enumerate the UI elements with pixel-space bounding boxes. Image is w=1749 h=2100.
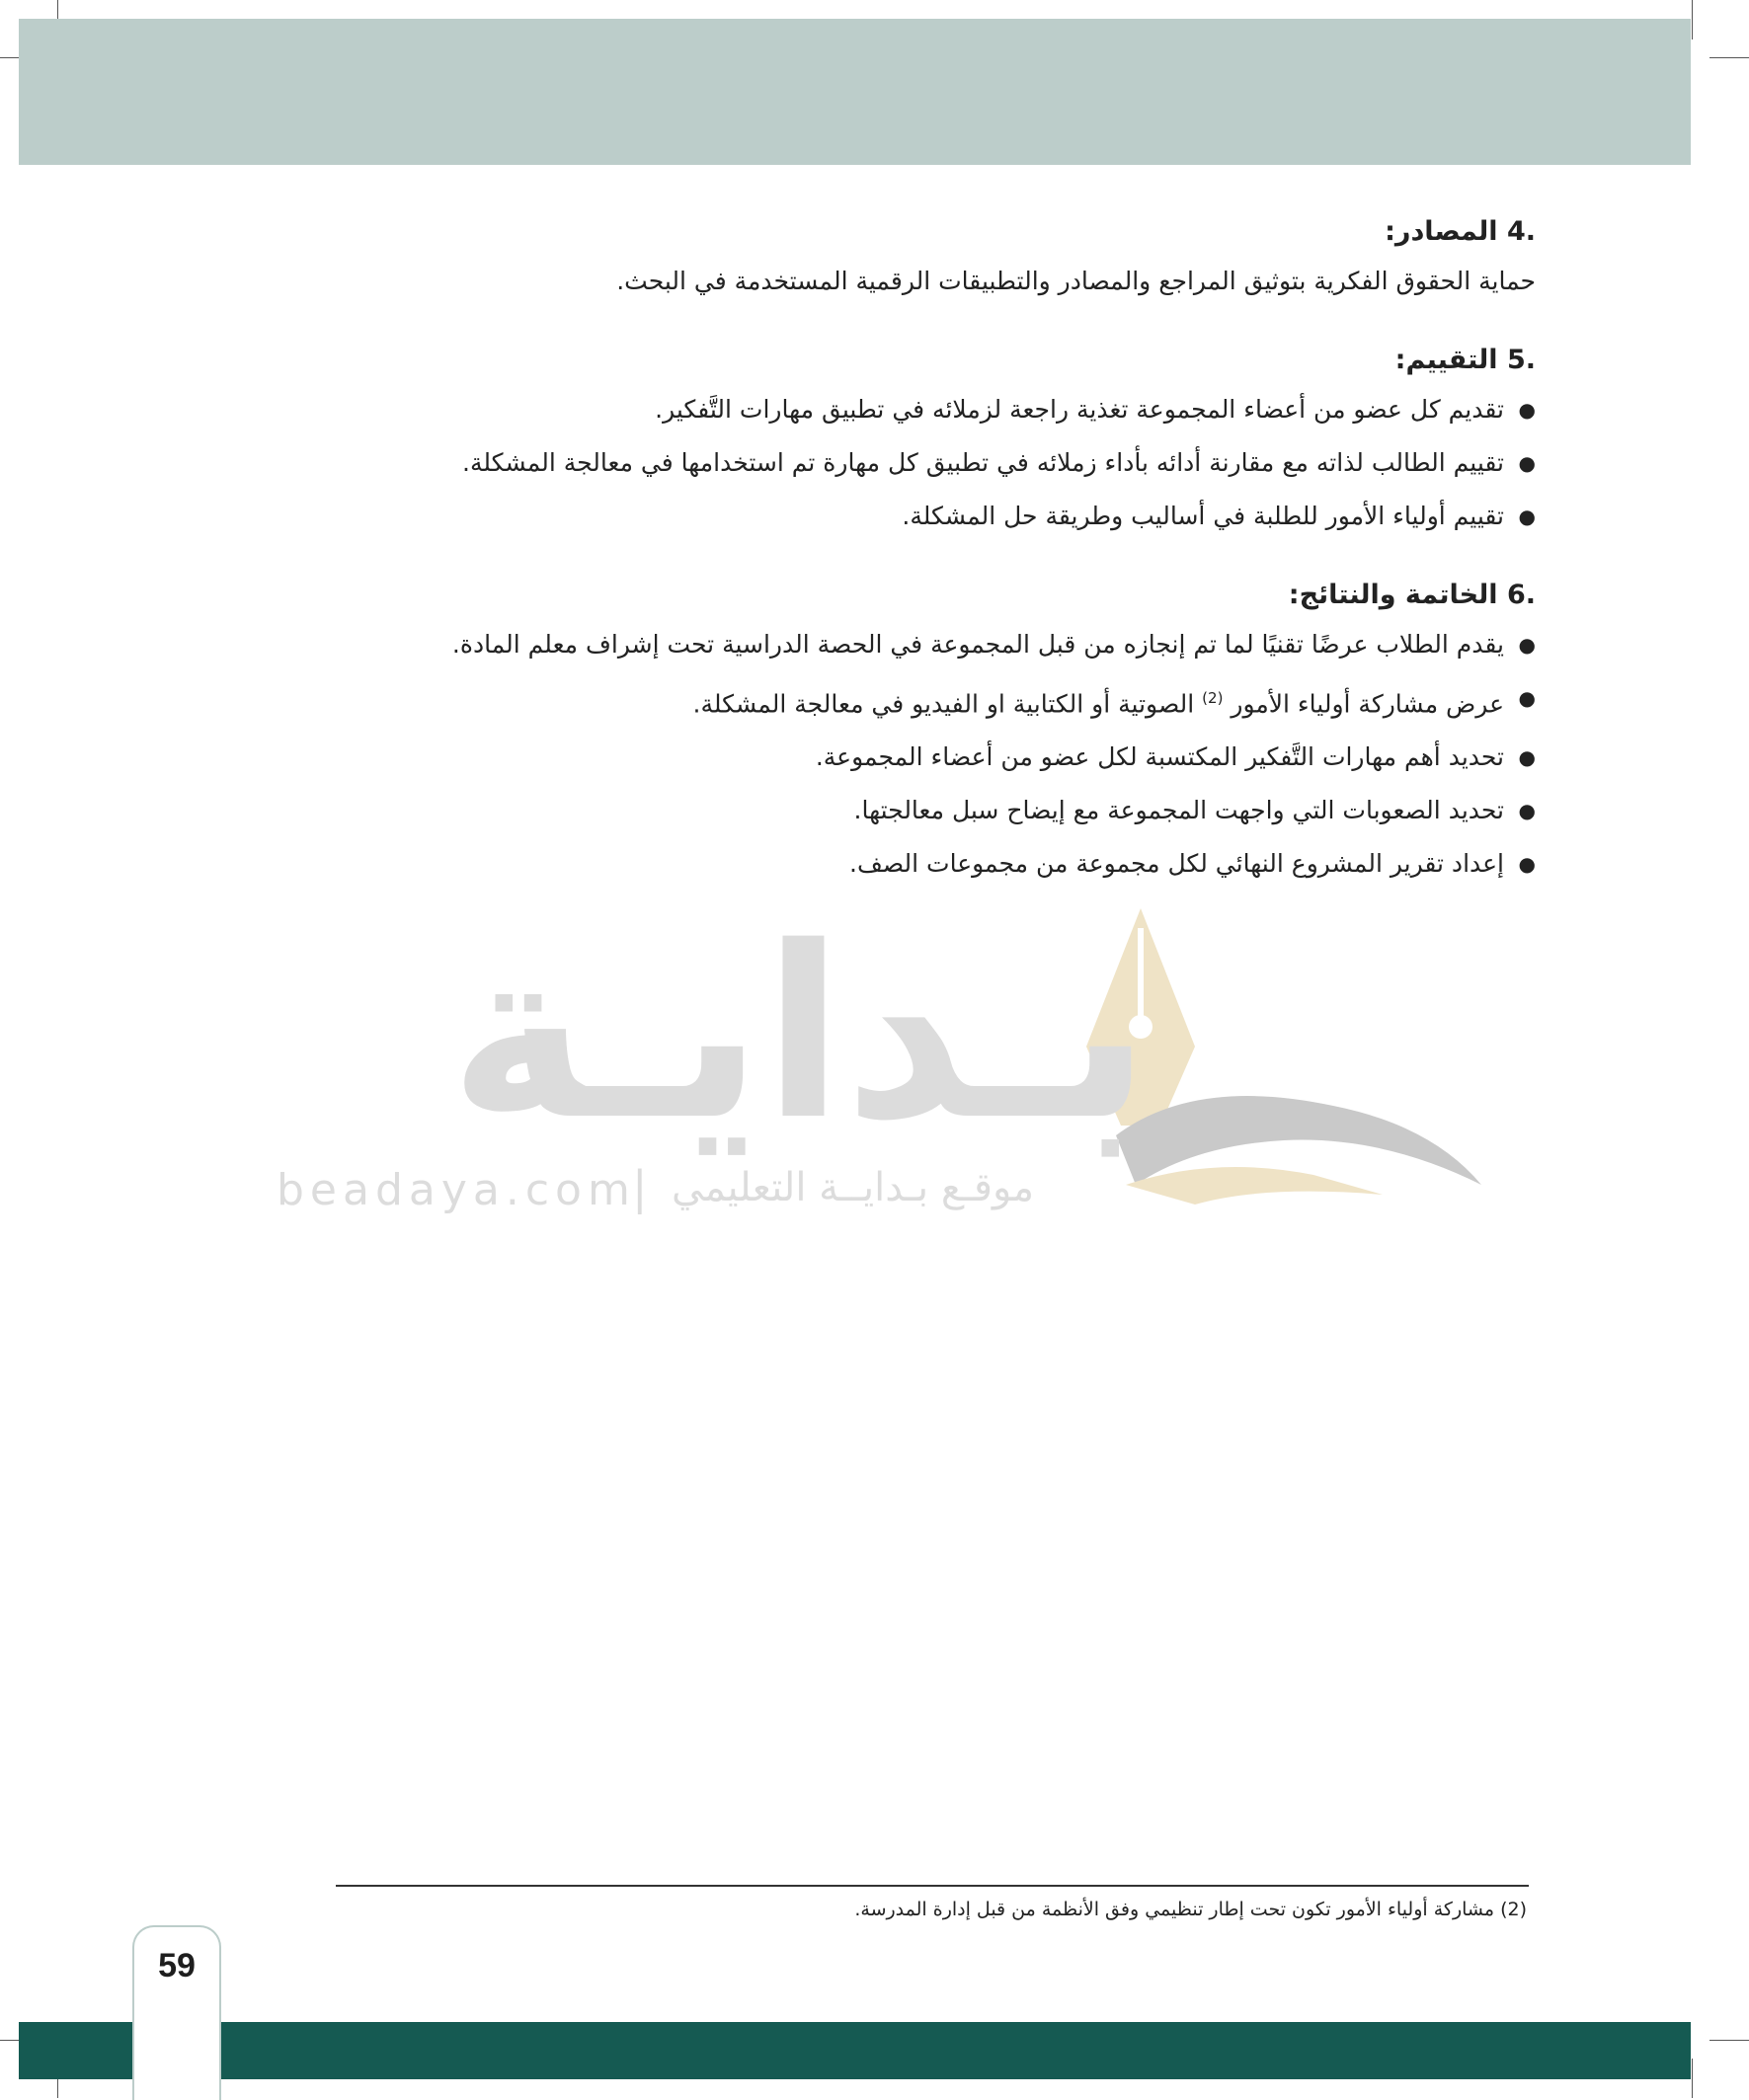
crop-mark-top-right-h bbox=[1709, 57, 1749, 58]
main-content bbox=[326, 212, 1536, 923]
watermark-wave-icon bbox=[1116, 1096, 1481, 1185]
watermark-wave-gold-icon bbox=[1126, 1167, 1383, 1205]
list-item: ● تقييم أولياء الأمور للطلبة في أساليب وطريقة حل المشكلة. bbox=[326, 497, 1504, 536]
footer-band bbox=[19, 2022, 1691, 2079]
crop-mark-bottom-right-h bbox=[1709, 2040, 1749, 2041]
crop-mark-bottom-right-v bbox=[1692, 2059, 1693, 2098]
section-heading bbox=[326, 341, 1536, 380]
list-item: ● تقديم كل عضو من أعضاء المجموعة تغذية راجعة لزملائه في تطبيق مهارات التَّفكير. bbox=[326, 390, 1504, 429]
section-heading bbox=[326, 576, 1536, 615]
section-number: 6. bbox=[1506, 580, 1536, 610]
page-number: 59 bbox=[158, 1947, 196, 1984]
footnote-reference[interactable]: (2) bbox=[1202, 689, 1224, 707]
section-title: المصادر: bbox=[1385, 216, 1498, 247]
section-number: 5. bbox=[1506, 345, 1536, 375]
watermark-logo-text: بـدايـة bbox=[448, 895, 1152, 1172]
list-item-text-continued: الصوتية أو الكتابية او الفيديو في معالجة المشكلة. bbox=[692, 689, 1195, 719]
list-item: ● تقييم الطالب لذاته مع مقارنة أدائه بأداء زملائه في تطبيق كل مهارة تم استخدامها في معالجة المشكلة. bbox=[326, 443, 1504, 483]
footnote: (2) مشاركة أولياء الأمور تكون تحت إطار تنظيمي وفق الأنظمة من قبل إدارة المدرسة. bbox=[854, 1899, 1527, 1920]
footnote-divider bbox=[336, 1885, 1529, 1887]
watermark-separator: | bbox=[632, 1161, 648, 1214]
watermark-url: beadaya.com bbox=[277, 1165, 636, 1215]
section-number: 4. bbox=[1506, 216, 1536, 247]
section-conclusion bbox=[326, 576, 1536, 884]
list-item: ● يقدم الطلاب عرضًا تقنيًا لما تم إنجازه من قبل المجموعة في الحصة الدراسية تحت إشراف معلم المادة. bbox=[326, 625, 1504, 664]
bullet-list bbox=[326, 625, 1536, 884]
bullet-list bbox=[326, 390, 1536, 536]
list-item: ● إعداد تقرير المشروع النهائي لكل مجموعة من مجموعات الصف. bbox=[326, 844, 1504, 884]
section-evaluation bbox=[326, 341, 1536, 536]
list-item: ● تحديد الصعوبات التي واجهت المجموعة مع إيضاح سبل معالجتها. bbox=[326, 791, 1504, 830]
section-title: التقييم: bbox=[1394, 345, 1498, 375]
crop-mark-top-right-v bbox=[1692, 0, 1693, 39]
header-band bbox=[19, 19, 1691, 165]
list-item-text: عرض مشاركة أولياء الأمور bbox=[1231, 689, 1504, 719]
watermark-site-name: موقـع بـدايــة التعليمي bbox=[672, 1165, 1035, 1210]
section-heading bbox=[326, 212, 1536, 252]
section-title: الخاتمة والنتائج: bbox=[1288, 580, 1498, 610]
list-item bbox=[326, 678, 1504, 724]
list-item: ● تحديد أهم مهارات التَّفكير المكتسبة لكل عضو من أعضاء المجموعة. bbox=[326, 738, 1504, 777]
section-paragraph: حماية الحقوق الفكرية بتوثيق المراجع والمصادر والتطبيقات الرقمية المستخدمة في البحث. bbox=[616, 267, 1536, 295]
section-sources bbox=[326, 212, 1536, 301]
